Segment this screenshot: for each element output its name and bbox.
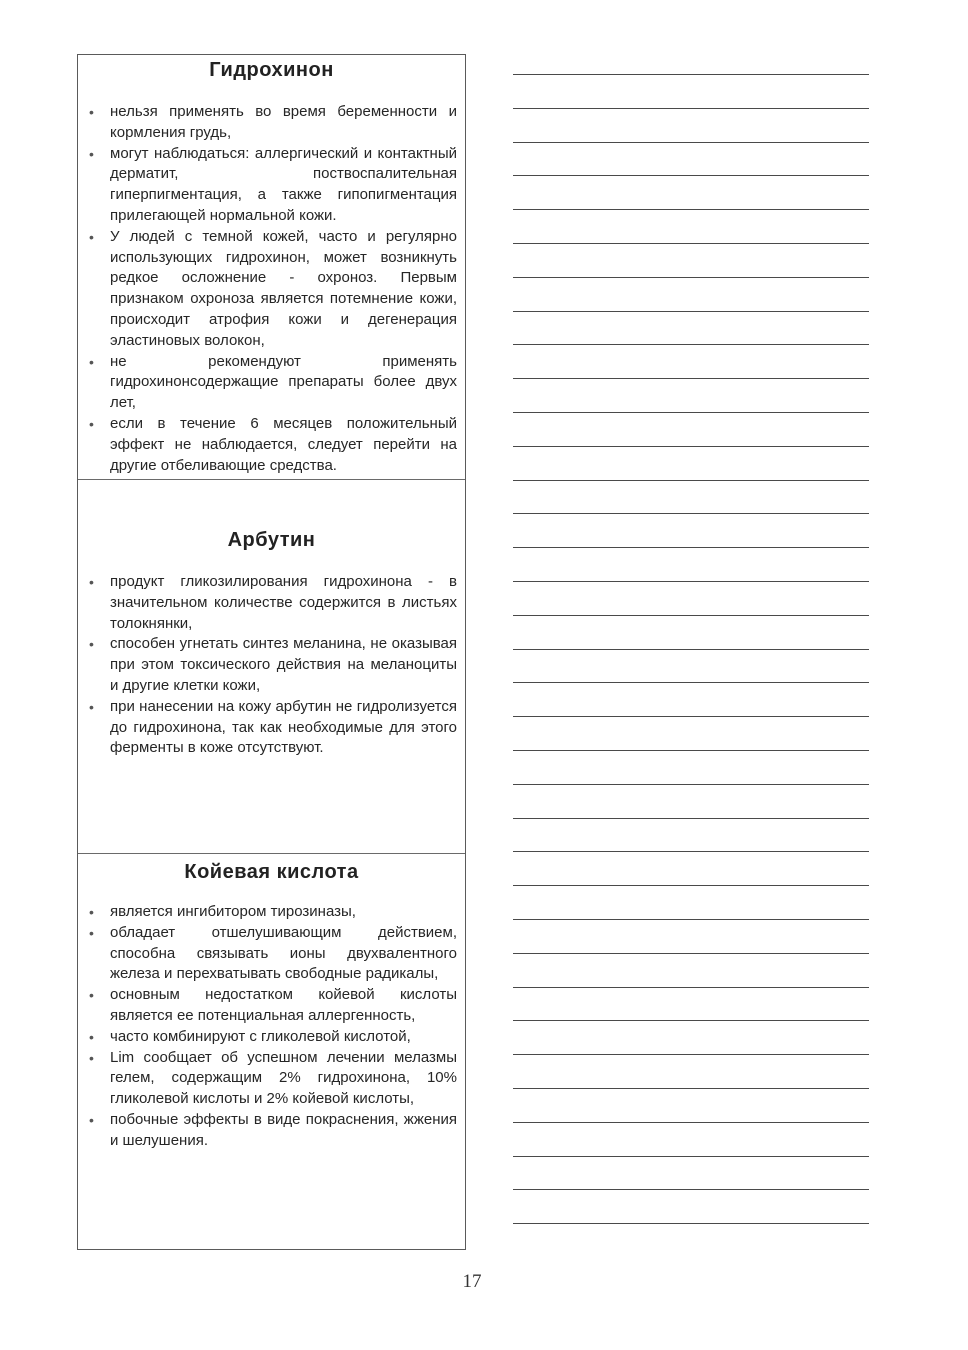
section-title: Койевая кислота <box>184 861 359 883</box>
list-item: • способен угнетать синтез меланина, не оказывая при этом токсического действия на меланоциты и другие клетки кожи, <box>89 635 457 694</box>
list-item: • У людей с темной кожей, часто и регулярно использующих гидрохинон, может возникнуть редкое осложнение - охроноз. Первым признаком охроноза является потемнение кожи, происходит атрофия кожи и дегенерация эластиновых волокон, <box>89 227 457 349</box>
bullet-icon: • <box>89 904 94 920</box>
note-line <box>513 987 869 988</box>
note-line <box>513 885 869 886</box>
page-number: 17 <box>462 1271 482 1292</box>
info-box <box>77 54 466 1250</box>
bullet-list <box>78 572 465 759</box>
bullet-icon: • <box>89 145 94 162</box>
list-item: • побочные эффекты в виде покраснения, жжения и шелушения. <box>89 1110 457 1149</box>
note-line <box>513 378 869 379</box>
note-line <box>513 1156 869 1157</box>
note-line <box>513 311 869 312</box>
section-arbutin <box>78 479 465 854</box>
note-line <box>513 649 869 650</box>
list-item: • если в течение 6 месяцев положительный эффект не наблюдается, следует перейти на другие отбеливающие средства. <box>89 414 457 474</box>
note-line <box>513 581 869 582</box>
note-line <box>513 615 869 616</box>
note-line <box>513 175 869 176</box>
note-line <box>513 344 869 345</box>
list-item: • нельзя применять во время беременности и кормления грудь, <box>89 103 457 141</box>
section-title: Гидрохинон <box>209 59 334 81</box>
note-line <box>513 716 869 717</box>
note-line <box>513 682 869 683</box>
note-line <box>513 1122 869 1123</box>
note-line <box>513 1189 869 1190</box>
bullet-icon: • <box>89 353 94 370</box>
list-item: • продукт гликозилирования гидрохинона - в значительном количестве содержится в листьях толокнянки, <box>89 573 457 632</box>
note-line <box>513 209 869 210</box>
list-item: • основным недостатком койевой кислоты является ее потенциальная аллергенность, <box>89 986 457 1024</box>
bullet-icon: • <box>89 1049 94 1066</box>
list-item: • при нанесении на кожу арбутин не гидролизуется до гидрохинона, так как необходимые для этого ферменты в коже отсутствуют. <box>89 697 457 757</box>
bullet-icon: • <box>89 104 94 120</box>
list-item: • не рекомендуют применять гидрохинонсодержащие препараты более двух лет, <box>89 352 457 412</box>
bullet-list <box>78 902 465 1152</box>
note-line <box>513 750 869 751</box>
bullet-icon: • <box>89 636 94 653</box>
note-line <box>513 108 869 109</box>
note-line <box>513 1088 869 1089</box>
note-line <box>513 919 869 920</box>
bullet-icon: • <box>89 228 94 245</box>
list-item: • могут наблюдаться: аллергический и контактный дерматит, поствоспалительная гиперпигментация, а также гипопигментация прилегающей нормальной кожи. <box>89 144 457 224</box>
note-line <box>513 243 869 244</box>
note-line <box>513 277 869 278</box>
note-line <box>513 480 869 481</box>
note-line <box>513 851 869 852</box>
section-title: Арбутин <box>227 529 316 551</box>
bullet-icon: • <box>89 1028 94 1045</box>
note-line <box>513 953 869 954</box>
note-line <box>513 412 869 413</box>
note-line <box>513 142 869 143</box>
list-item: • Lim сообщает об успешном лечении мелазмы гелем, содержащим 2% гидрохинона, 10% гликолевой кислоты и 2% койевой кислоты, <box>89 1048 457 1108</box>
note-line <box>513 784 869 785</box>
list-item: • часто комбинируют с гликолевой кислотой, <box>85 1027 457 1048</box>
note-line <box>513 547 869 548</box>
bullet-icon: • <box>89 924 94 941</box>
bullet-list <box>78 102 465 476</box>
note-line <box>513 818 869 819</box>
list-item: • является ингибитором тирозиназы, <box>85 902 457 923</box>
bullet-icon: • <box>89 415 94 432</box>
list-item: • обладает отшелушивающим действием, способна связывать ионы двухвалентного железа и перехватывать свободные радикалы, <box>89 923 457 983</box>
bullet-icon: • <box>89 698 94 715</box>
note-line <box>513 1054 869 1055</box>
bullet-icon: • <box>89 987 94 1004</box>
note-line <box>513 446 869 447</box>
bullet-icon: • <box>89 1111 94 1128</box>
section-hydroquinone <box>78 55 465 480</box>
note-line <box>513 513 869 514</box>
section-kojic-acid <box>78 853 465 1249</box>
note-line <box>513 74 869 75</box>
note-line <box>513 1223 869 1224</box>
bullet-icon: • <box>89 574 94 590</box>
note-line <box>513 1020 869 1021</box>
